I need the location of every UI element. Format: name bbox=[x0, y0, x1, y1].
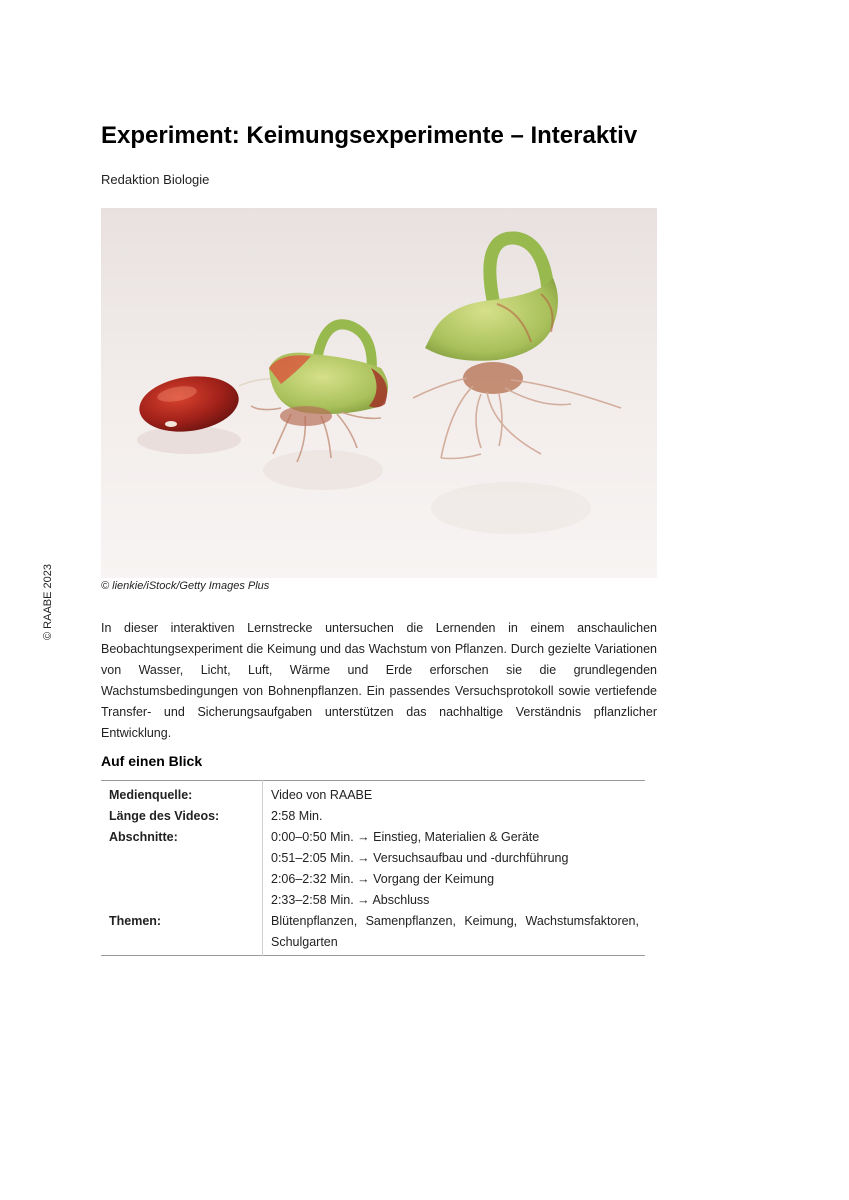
page-title: Experiment: Keimungsexperimente – Interaktiv bbox=[101, 122, 638, 149]
source-label: Medienquelle: bbox=[101, 781, 263, 807]
table-row bbox=[101, 781, 645, 807]
side-copyright: © RAABE 2023 bbox=[42, 564, 54, 640]
table-row bbox=[101, 827, 645, 848]
author-line: Redaktion Biologie bbox=[101, 172, 210, 187]
section-item: 0:51–2:05 Min. → Versuchsaufbau und -durchführung bbox=[271, 851, 569, 865]
table-row bbox=[101, 869, 645, 890]
section-item: 2:33–2:58 Min. → Abschluss bbox=[271, 893, 430, 907]
intro-paragraph: In dieser interaktiven Lernstrecke untersuchen die Lernenden in einem anschaulichen Beobachtungsexperiment die Keimung und das Wachstum von Pflanzen. Durch gezielte Variationen von Wasser, Licht, Luft, Wärme und Erde erforschen sie die grundlegenden Wachstumsbedingungen von Bohnenpflanzen. Ein passendes Versuchsprotokoll sowie vertiefende Transfer- und Sicherungsaufgaben unterstützen das nachhaltige Verständnis pflanzlicher Entwicklung. bbox=[101, 621, 657, 740]
table-row bbox=[101, 890, 645, 911]
section-item: 2:06–2:32 Min. → Vorgang der Keimung bbox=[271, 872, 495, 886]
topics-value: Blütenpflanzen, Samenpflanzen, Keimung, Wachstumsfaktoren, Schulgarten bbox=[271, 914, 639, 949]
section-item: 0:00–0:50 Min. → Einstieg, Materialien & Geräte bbox=[271, 830, 540, 844]
overview-heading: Auf einen Blick bbox=[101, 753, 203, 769]
source-value: Video von RAABE bbox=[271, 788, 373, 802]
table-row bbox=[101, 911, 645, 956]
germinating-beans-photo bbox=[101, 208, 657, 578]
image-caption: © lienkie/iStock/Getty Images Plus bbox=[101, 580, 270, 592]
topics-label: Themen: bbox=[101, 911, 263, 956]
sections-label: Abschnitte: bbox=[101, 827, 263, 848]
table-row bbox=[101, 848, 645, 869]
length-value: 2:58 Min. bbox=[271, 809, 323, 823]
overview-table bbox=[101, 780, 645, 956]
length-label: Länge des Videos: bbox=[101, 806, 263, 827]
table-row bbox=[101, 806, 645, 827]
